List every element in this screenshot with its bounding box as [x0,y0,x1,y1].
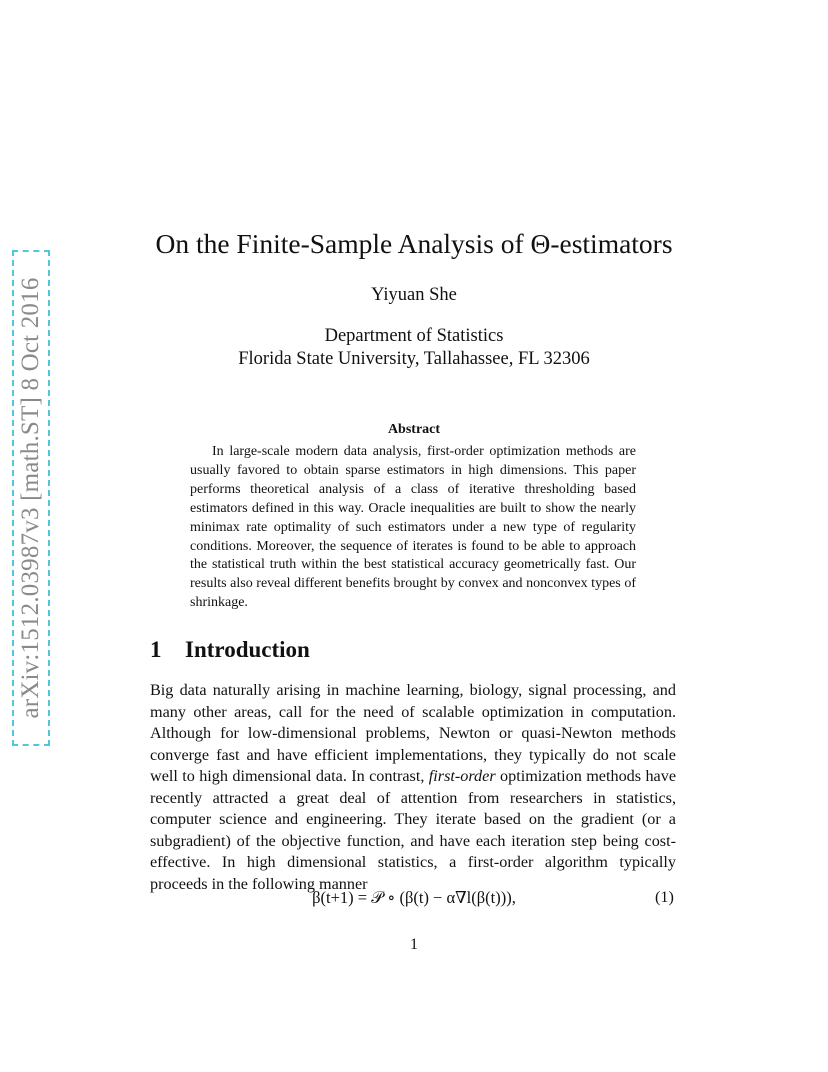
affiliation-university: Florida State University, Tallahassee, FL 32306 [238,349,590,369]
page-number: 1 [410,936,418,953]
emphasized-term: first-order [428,767,496,785]
arxiv-identifier: arXiv:1512.03987v3 [math.ST] 8 Oct 2016 [17,277,44,719]
equation-number: (1) [655,888,674,906]
abstract-heading: Abstract [387,422,441,437]
affiliation-department: Department of Statistics [324,326,504,346]
paper-title: On the Finite-Sample Analysis of Θ-estimators [155,228,673,259]
equation-1: β(t+1) = 𝒫 ∘ (β(t) − α∇l(β(t))), [312,888,516,907]
author-name: Yiyuan She [371,285,457,305]
abstract-text: In large-scale modern data analysis, first-order optimization methods are usually favored to obtain sparse estimators in high dimensions. This paper performs theoretical analysis of a class of iterative thresholding based estimators defined in this way. Oracle inequalities are built to show the nearly minimax rate optimality of such estimators under a new type of regularity conditions. Moreover, the sequence of iterates is found to be able to approach the statistical truth within the best statistical accuracy geometrically fast. Our results also reveal different benefits brought by convex and nonconvex types of shrinkage. [190,444,636,611]
paragraph-text-start: Big data naturally arising in machine learning, biology, signal processing, and many other areas, call for the need of scalable optimization in computation. Although for low-dimensional problems, Newton or quasi-Newton methods converge fast and have efficient implementations, they typically do not scale well to high dimensional data. In contrast, [150,681,676,785]
section-title: Introduction [185,637,310,662]
section-heading [150,637,310,663]
section-number: 1 [150,637,162,662]
paragraph-text-end: optimization methods have recently attracted a great deal of attention from researchers in statistics, computer science and engineering. They iterate based on the gradient (or a subgradient) of the objective function, and have each iteration step being cost-effective. In high dimensional statistics, a first-order algorithm typically proceeds in the following manner [150,767,676,893]
introduction-paragraph [150,680,676,895]
affiliation [0,325,828,371]
